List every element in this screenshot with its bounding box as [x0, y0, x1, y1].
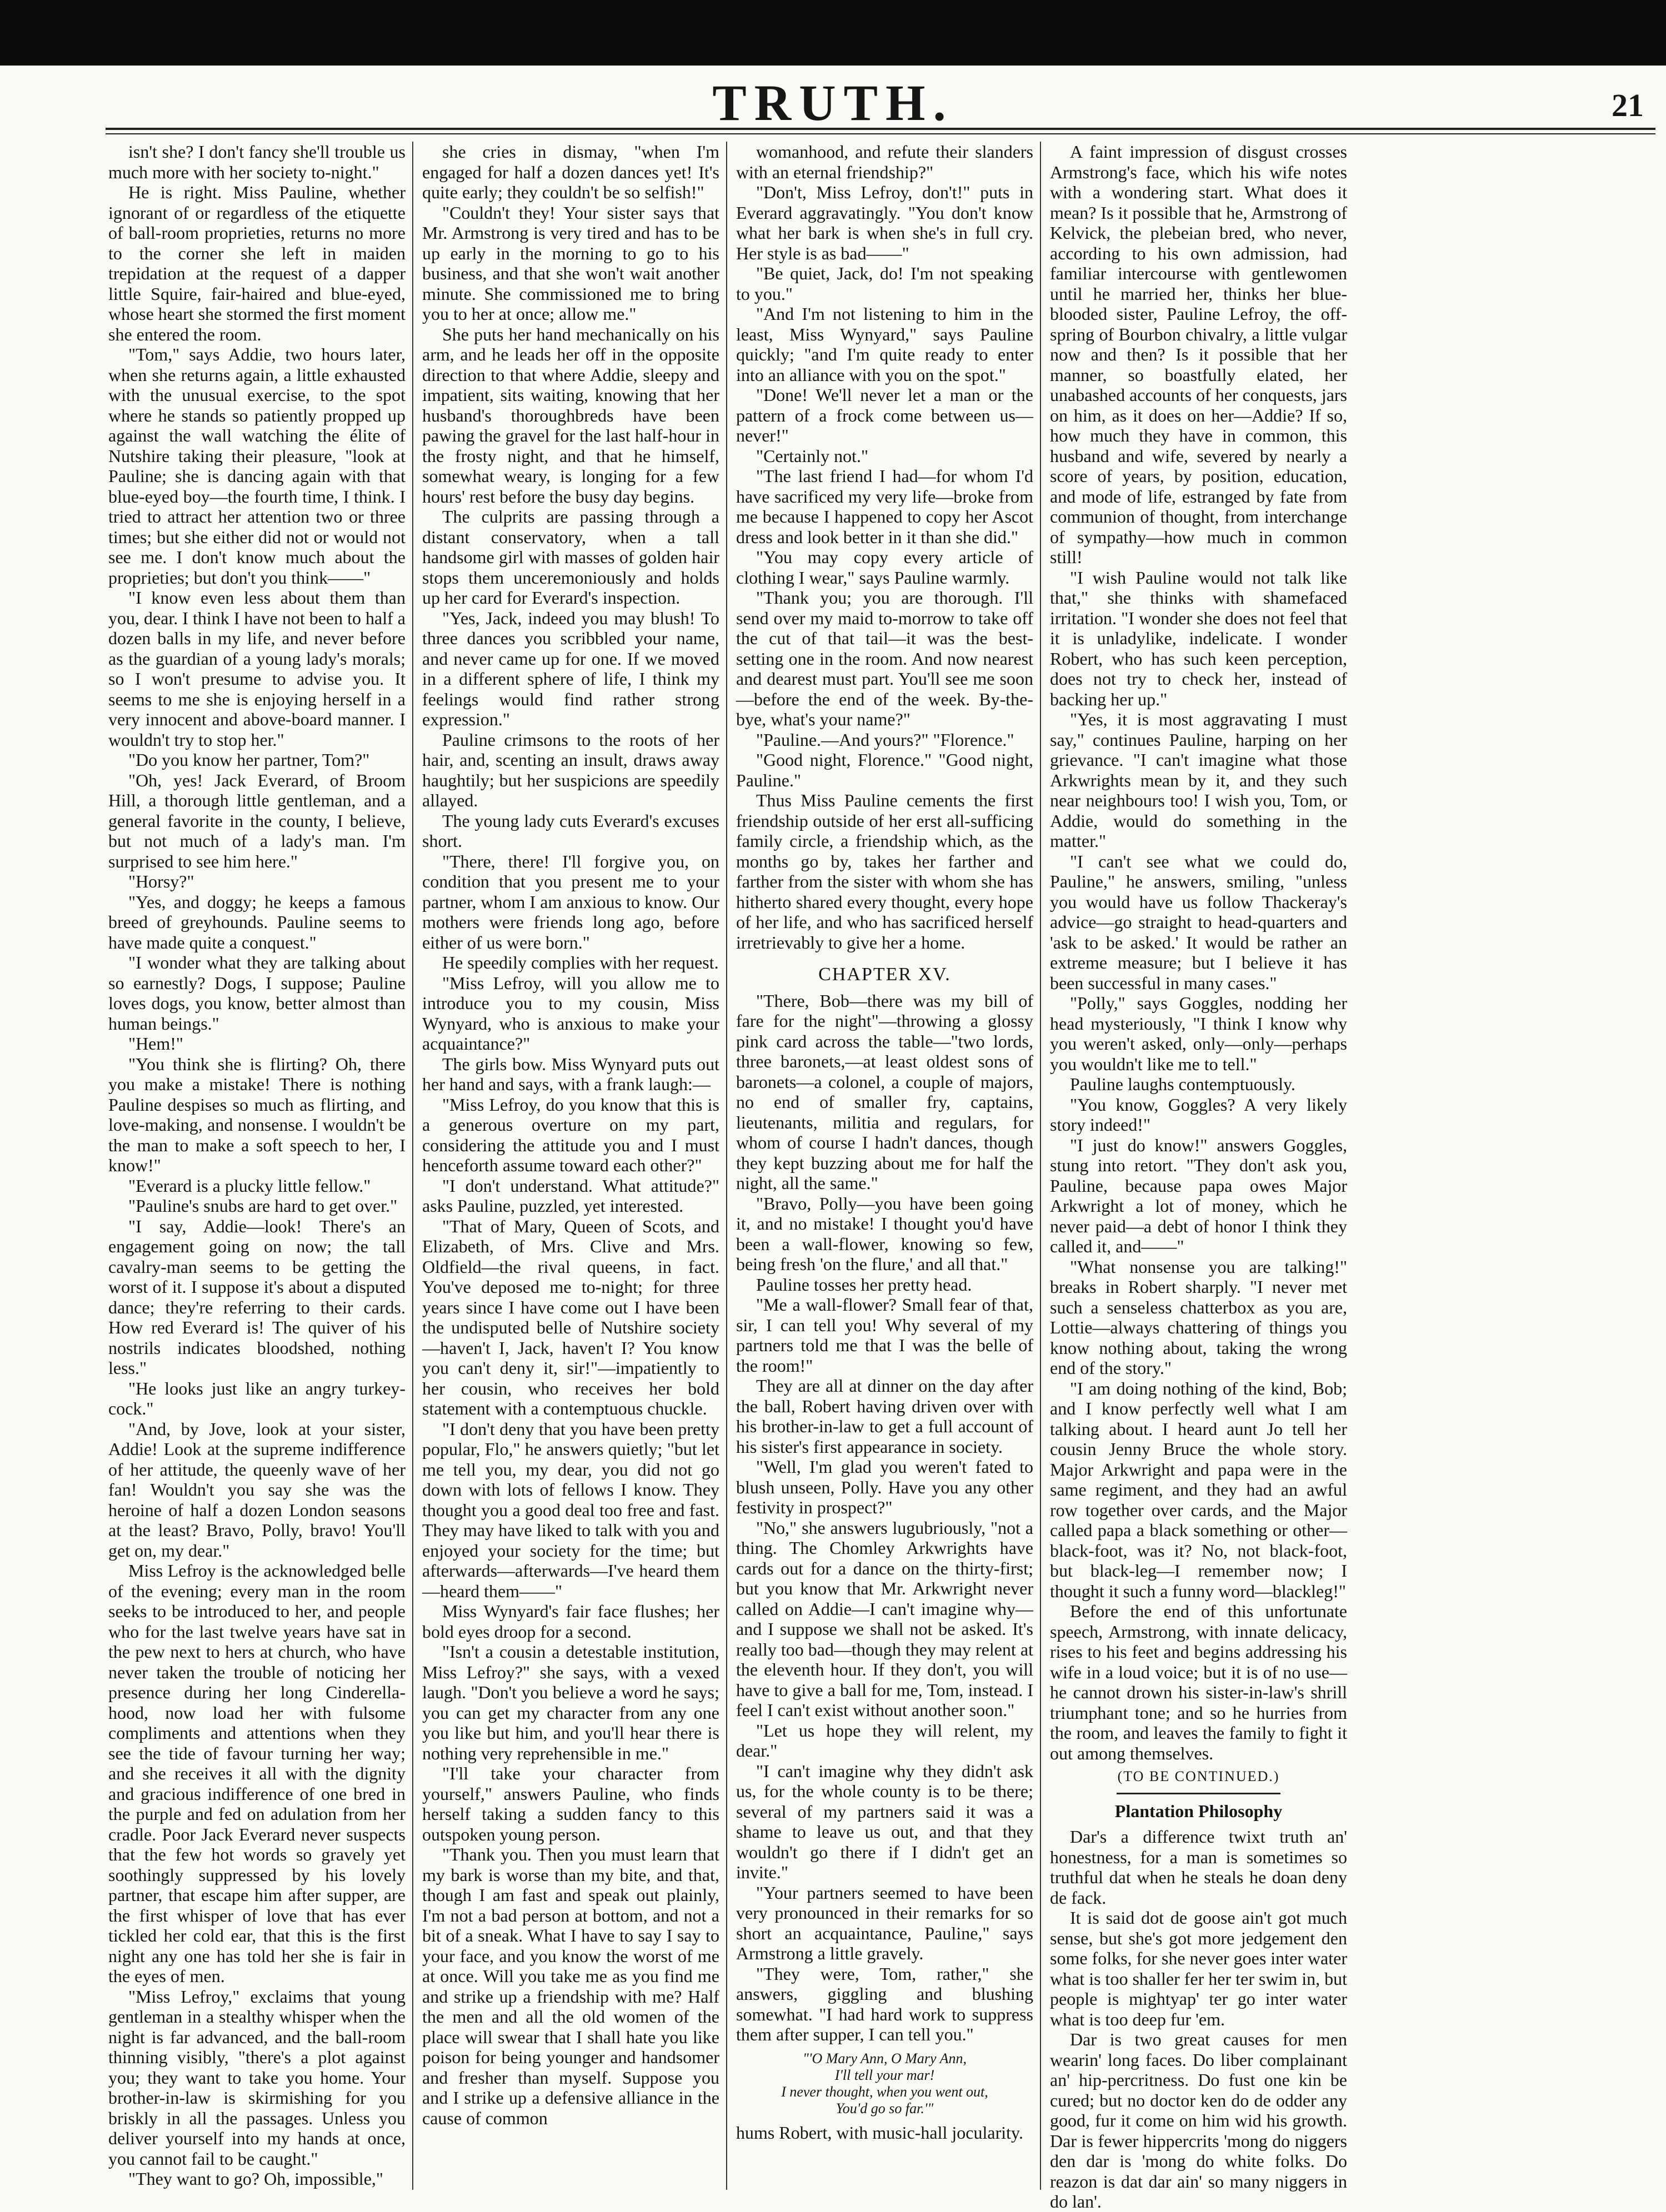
column-1 [108, 142, 406, 2190]
paragraph: Pauline laughs contemptuously. [1070, 1074, 1295, 1094]
paragraph: "Isn't a cousin a detestable institution, Miss Lefroy?" she says, with a vexed laugh. "Don't you believe a word he says; you can get my character from any one you like but him, and you'll hear there is nothing very reprehensible in me." [422, 1642, 719, 1763]
paragraph: Pauline crimsons to the roots of her hair, and, scenting an insult, draws away haughtily; but her suspicions are speedily allayed. [422, 729, 719, 810]
verse-quote [736, 2050, 1033, 2117]
paragraph: "Let us hope they will relent, my dear." [736, 1720, 1033, 1760]
to-be-continued: (TO BE CONTINUED.) [1117, 1768, 1280, 1784]
column-4-text [1050, 142, 1347, 1763]
paragraph: "Thank you; you are thorough. I'll send over my maid to-morrow to take off the cut of that tail—it was the best-setting one in the room. And now nearest and dearest must part. You'll see me soon—before the end of the week. By-the-bye, what's your name?" [736, 588, 1033, 729]
paragraph: "Thank you. Then you must learn that my bark is worse than my bite, and that, though I am fast and speak out plainly, I'm not a bad person at bottom, and not a bit of a sneak. What I have to say I say to your face, and you know the worst of me at once. Will you take me as you find me and strike up a friendship with me? Half the men and all the old women of the place will swear that I shall hate you like poison for being younger and handsomer and fresher than myself. Suppose you and I strike up a defensive alliance in the cause of common [422, 1844, 719, 2128]
paragraph: The young lady cuts Everard's excuses short. [422, 810, 719, 851]
paragraph: "Yes, Jack, indeed you may blush! To three dances you scribbled your name, and never came up for one. If we moved in a different sphere of life, I think my feelings would find rather strong expression." [422, 608, 719, 729]
paragraph: "Horsy?" [128, 871, 194, 891]
chapter-heading: CHAPTER XV. [818, 964, 951, 985]
paragraph: He speedily complies with her request. [442, 952, 719, 972]
paragraph: "Yes, and doggy; he keeps a famous breed of greyhounds. Pauline seems to have made quite a conquest." [108, 891, 406, 952]
paragraph: Dar's a difference twixt truth an' honestness, for a man is sometimes so truthful dat when he steals he doan deny de fack. [1050, 1827, 1347, 1908]
section-title: Plantation Philosophy [1114, 1800, 1283, 1821]
paragraph: "There, Bob—there was my bill of fare for the night"—throwing a glossy pink card across the table—"two lords, three baronets,—at least oldest sons of baronets—a colonel, a couple of majors, no end of smaller fry, captains, lieutenants, militia and regulars, for whom of course I hadn't dances, though they kept buzzing about me for half the night, all the same." [736, 990, 1033, 1193]
paragraph: "Couldn't they! Your sister says that Mr. Armstrong is very tired and has to be up early in the morning to go to his business, and that she won't wait another minute. She commissioned me to bring you to her at once; allow me." [422, 202, 719, 324]
paragraph: The culprits are passing through a distant conservatory, when a tall handsome girl with masses of golden hair stops them unceremoniously and holds up her card for Everard's inspection. [422, 506, 719, 608]
paragraph: "I don't understand. What attitude?" asks Pauline, puzzled, yet interested. [422, 1175, 719, 1216]
paragraph: "Everard is a plucky little fellow." [128, 1175, 371, 1196]
header-rule [106, 128, 1655, 130]
paragraph: "No," she answers lugubriously, "not a thing. The Chomley Arkwrights have cards out for a dance on the thirty-first; but you know that Mr. Arkwright never called on Addie—I can't imagine why—and I suppose we shall not be asked. It's really too bad—though they may relent at the eleventh hour. If they don't, you will have to give a ball for me, Tom, instead. I feel I can't exist without another soon." [736, 1517, 1033, 1720]
paragraph: Before the end of this unfortunate speech, Armstrong, with innate delicacy, rises to his feet and begins addressing his wife in a loud voice; but it is of no use—he cannot drown his sister-in-law's shrill triumphant tone; and so he hurries from the room, and leaves the family to fight it out among themselves. [1050, 1601, 1347, 1763]
paragraph: "Don't, Miss Lefroy, don't!" puts in Everard aggravatingly. "You don't know what her bark is when she's in full cry. Her style is as bad——" [736, 182, 1033, 263]
paragraph: "Certainly not." [756, 445, 869, 466]
paragraph: "I'll take your character from yourself," answers Pauline, who finds herself taking a sudden fancy to this outspoken young person. [422, 1763, 719, 1844]
column-3 [736, 142, 1033, 2190]
paragraph: "Tom," says Addie, two hours later, when she returns again, a little exhausted with the unusual exercise, to the spot where he stands so patiently propped up against the wall watching the élite of Nutshire taking their pleasure, "look at Pauline; she is dancing again with that blue-eyed boy—the fourth time, I think. I tried to attract her attention two or three times; but she either did not or would not see me. I don't know much about the proprieties; but don't you think——" [108, 344, 406, 588]
paragraph: "You may copy every article of clothing I wear," says Pauline warmly. [736, 547, 1033, 588]
top-border-band [0, 0, 1666, 66]
paragraph: "Hem!" [128, 1034, 183, 1054]
paragraph: "Me a wall-flower? Small fear of that, sir, I can tell you! Why several of my partners told me that I was the belle of the room!" [736, 1295, 1033, 1376]
paragraph: Miss Wynyard's fair face flushes; her bold eyes droop for a second. [422, 1601, 719, 1642]
paragraph: "Your partners seemed to have been very pronounced in their remarks for so short an acquaintance, Pauline," says Armstrong a little gravely. [736, 1882, 1033, 1963]
paragraph: It is said dot de goose ain't got much sense, but she's got more jedgement den some folks, for she never goes inter water what is too shaller fer her ter swim in, but people is mightyap' ter go inter water what is too deep fur 'em. [1050, 1908, 1347, 2029]
paragraph: They are all at dinner on the day after the ball, Robert having driven over with his brother-in-law to get a full account of his sister's first appearance in society. [736, 1376, 1033, 1457]
section-text [1050, 1827, 1347, 2212]
paragraph: "The last friend I had—for whom I'd have sacrificed my very life—broke from me because I happened to copy her Ascot dress and look better in it than she did." [736, 466, 1033, 547]
paragraph: "What nonsense you are talking!" breaks in Robert sharply. "I never met such a senseless chatterbox as you are, Lottie—always chattering of things you know nothing about, taking the wrong end of the story." [1050, 1256, 1347, 1378]
paragraph: "I know even less about them than you, dear. I think I have not been to half a dozen balls in my life, and never before as the guardian of a young lady's morals; so I won't presume to advise you. It seems to me she is enjoying herself in a very innocent and above-board manner. I wouldn't try to stop her." [108, 588, 406, 750]
column-divider [412, 142, 413, 2190]
column-4 [1050, 142, 1348, 2211]
paragraph: "I say, Addie—look! There's an engagement going on now; the tall cavalry-man seems to be getting the worst of it. I suppose it's about a disputed dance; they're referring to their cards. How red Everard is! The quiver of his nostrils indicates bloodshed, nothing less." [108, 1216, 406, 1378]
paragraph: "Done! We'll never let a man or the pattern of a frock come between us—never!" [736, 385, 1033, 445]
paragraph: "Miss Lefroy, will you allow me to introduce you to my cousin, Miss Wynyard, who is anxious to make your acquaintance?" [422, 972, 719, 1054]
paragraph: she cries in dismay, "when I'm engaged for half a dozen dances yet! It's quite early; they couldn't be so selfish!" [422, 142, 719, 202]
paragraph: "Polly," says Goggles, nodding her head mysteriously, "I think I know why you weren't asked, only—only—perhaps you wouldn't like me to tell." [1050, 993, 1347, 1074]
paragraph: "And I'm not listening to him in the least, Miss Wynyard," says Pauline quickly; "and I'm quite ready to enter into an alliance with you on the spot." [736, 304, 1033, 385]
paragraph: "He looks just like an angry turkey-cock." [108, 1378, 406, 1418]
column-3-text-after [736, 991, 1033, 2045]
paragraph: womanhood, and refute their slanders with an eternal friendship?" [736, 142, 1033, 182]
paragraph: A faint impression of disgust crosses Armstrong's face, which his wife notes with a wondering start. What does it mean? Is it possible that he, Armstrong of Kelvick, the plebeian bred, who never, according to his own admission, had familiar intercourse with gentlewomen until he married her, thinks her blue-blooded sister, Pauline Lefroy, the off-spring of Bourbon chivalry, a little vulgar now and then? Is it possible that her manner, so boastfully elated, her unabashed accounts of her conquests, jars on him, as it does on her—Addie? If so, how much they have in common, this husband and wife, severed by nearly a score of years, by position, education, and mode of life, estranged by fate from communion of thought, from interchange of sympathy—how much in common still! [1050, 142, 1348, 567]
paragraph: "I wonder what they are talking about so earnestly? Dogs, I suppose; Pauline loves dogs, you know, better almost than human beings." [108, 952, 406, 1034]
paragraph: hums Robert, with music-hall jocularity. [736, 2122, 1023, 2143]
paragraph: "Pauline.—And yours?" "Florence." [756, 729, 1014, 750]
paragraph: The girls bow. Miss Wynyard puts out her hand and says, with a frank laugh:— [422, 1054, 719, 1094]
paragraph: Dar is two great causes for men wearin' long faces. Do liber complainant an' hip-percritness. Do fust one kin be cured; but no doctor ken do de odder any good, fur it come on him wid his growth. Dar is fewer hippercrits 'mong do niggers den dar is 'mong do white folks. Do reazon is dat dar ain' so many niggers in do lan'. [1050, 2029, 1347, 2211]
page-number: 21 [1612, 87, 1644, 123]
paragraph: "I can't see what we could do, Pauline," he answers, smiling, "unless you would have us follow Thackeray's advice—go straight to head-quarters and 'ask to be asked.' It would be rather an extreme measure; but I believe it has been successful in many cases." [1050, 851, 1347, 993]
paragraph: "Good night, Florence." "Good night, Pauline." [736, 750, 1033, 790]
paragraph: "Yes, it is most aggravating I must say," continues Pauline, harping on her grievance. "I can't imagine what those Arkwrights mean by it, and they such near neighbours too! I wish you, Tom, or Addie, would do something in the matter." [1050, 709, 1347, 851]
section-divider [1117, 1793, 1280, 1794]
paragraph: "I just do know!" answers Goggles, stung into retort. "They don't ask you, Pauline, because papa owes Major Arkwright a lot of money, which he never paid—a debt of honor I think they called it, and——" [1050, 1135, 1347, 1256]
header-rule-thin [106, 133, 1655, 134]
paragraph: "Oh, yes! Jack Everard, of Broom Hill, a thorough little gentleman, and a general favorite in the county, I believe, but not much of a lady's man. I'm surprised to see him here." [108, 770, 406, 871]
paragraph: "There, there! I'll forgive you, on condition that you present me to your partner, whom I am anxious to know. Our mothers were friends long ago, before either of us were born." [422, 851, 719, 952]
paragraph: Miss Lefroy is the acknowledged belle of the evening; every man in the room seeks to be introduced to her, and people who for the last twelve years have sat in the pew next to hers at church, who have never taken the trouble of noticing her presence during her long Cinderella-hood, now load her with fulsome compliments and attentions when they see the tide of favour turning her way; and she receives it all with the dignity and gracious indifference of one bred in the purple and fed on adulation from her cradle. Poor Jack Everard never suspects that the few hot words so gravely yet soothingly suppressed by his lovely partner, that escape him after supper, are the first whisper of love that has ever tickled her cold ear, that this is the first night any one has told her she is fair in the eyes of men. [108, 1561, 406, 1986]
paragraph: Pauline tosses her pretty head. [756, 1274, 972, 1295]
column-2 [422, 142, 719, 2190]
column-3-text-before [736, 142, 1033, 952]
paragraph: "I am doing nothing of the kind, Bob; and I know perfectly well what I am talking about. I heard aunt Jo tell her cousin Jenny Bruce the whole story. Major Arkwright and papa were in the same regiment, and they had an awful row together over cards, and the Major called papa a black something or other—black-foot, was it? No, not black-foot, but black-leg—I remember now; I thought it such a funny word—blackleg!" [1050, 1378, 1347, 1601]
verse-line: You'd go so far.'" [835, 2100, 934, 2116]
column-divider [1040, 142, 1041, 2190]
paragraph: "You think she is flirting? Oh, there you make a mistake! There is nothing Pauline despises so much as flirting, and love-making, and nonsense. I wouldn't be the man to make a soft speech to her, I know!" [108, 1054, 406, 1175]
paragraph: "And, by Jove, look at your sister, Addie! Look at the supreme indifference of her attitude, the queenly wave of her fan! Wouldn't you say she was the heroine of half a dozen London seasons at the least? Bravo, Polly, bravo! You'll get on, my dear." [108, 1418, 406, 1561]
verse-line: I'll tell your mar! [834, 2066, 935, 2083]
paragraph: "I can't imagine why they didn't ask us, for the whole county is to be there; several of my partners said it was a shame to leave us out, and that they wouldn't go there if I didn't get an invite." [736, 1760, 1033, 1882]
column-divider [726, 142, 727, 2190]
paragraph: "I don't deny that you have been pretty popular, Flo," he answers quietly; "but let me tell you, my dear, you did not go down with lots of fellows I know. They thought you a good deal too free and fast. They may have liked to talk with you and enjoyed your society for the time; but afterwards—afterwards—I've heard them—heard them——" [422, 1418, 719, 1601]
verse-line: I never thought, when you went out, [781, 2083, 988, 2100]
paragraph: She puts her hand mechanically on his arm, and he leads her off in the opposite direction to that where Addie, sleepy and impatient, sits waiting, knowing that her husband's thoroughbreds have been pawing the gravel for the last half-hour in the frosty night, and that he himself, somewhat weary, is longing for a few hours' rest before the busy day begins. [422, 324, 719, 506]
verse-line: "'O Mary Ann, O Mary Ann, [803, 2050, 967, 2066]
paragraph: "Well, I'm glad you weren't fated to blush unseen, Polly. Have you any other festivity in prospect?" [736, 1457, 1033, 1517]
paragraph: "Pauline's snubs are hard to get over." [128, 1196, 398, 1216]
paragraph: "Do you know her partner, Tom?" [128, 750, 370, 770]
paragraph: "Miss Lefroy," exclaims that young gentleman in a stealthy whisper when the night is far advanced, and the ball-room thinning visibly, "there's a plot against you; they want to take you home. Your brother-in-law is skirmishing for you briskly in all the passages. Unless you deliver yourself into my hands at once, you cannot fail to be caught." [108, 1986, 406, 2169]
paragraph: "They want to go? Oh, impossible," [128, 2169, 383, 2189]
paragraph: isn't she? I don't fancy she'll trouble us much more with her society to-night." [108, 142, 406, 182]
paragraph: "Miss Lefroy, do you know that this is a generous overture on my part, considering the attitude you and I must henceforth assume toward each other?" [422, 1094, 719, 1175]
masthead-title: TRUTH. [712, 74, 954, 131]
paragraph: Thus Miss Pauline cements the first friendship outside of her erst all-sufficing family circle, a friendship which, as the months go by, takes her farther and farther from the sister with whom she has hitherto shared every thought, every hope of her life, and who has sacrificed herself irretrievably to give her a home. [736, 790, 1033, 952]
paragraph: "They were, Tom, rather," she answers, giggling and blushing somewhat. "I had hard work to suppress them after supper, I can tell you." [736, 1963, 1033, 2044]
paragraph: "Bravo, Polly—you have been going it, and no mistake! I thought you'd have been a wall-flower, knowing so few, being fresh 'on the flure,' and all that." [736, 1193, 1033, 1274]
paragraph: "You know, Goggles? A very likely story indeed!" [1050, 1094, 1347, 1135]
paragraph: "That of Mary, Queen of Scots, and Elizabeth, of Mrs. Clive and Mrs. Oldfield—the rival queens, in fact. You've deposed me to-night; for three years since I have come out I have been the undisputed belle of Nutshire society—haven't I, Jack, haven't I? You know you can't deny it, sir!"—impatiently to her cousin, who receives her bold statement with a contemptuous chuckle. [422, 1216, 719, 1418]
paragraph: "I wish Pauline would not talk like that," she thinks with shamefaced irritation. "I wonder she does not feel that it is unladylike, indelicate. I wonder Robert, who has such keen perception, does not try to check her, instead of backing her up." [1050, 567, 1347, 709]
paragraph: He is right. Miss Pauline, whether ignorant of or regardless of the etiquette of ball-room proprieties, returns no more to the corner she left in maiden trepidation at the request of a dapper little Squire, fair-haired and blue-eyed, whose heart she stormed the first moment she entered the room. [108, 182, 406, 344]
paragraph: "Be quiet, Jack, do! I'm not speaking to you." [736, 263, 1033, 304]
